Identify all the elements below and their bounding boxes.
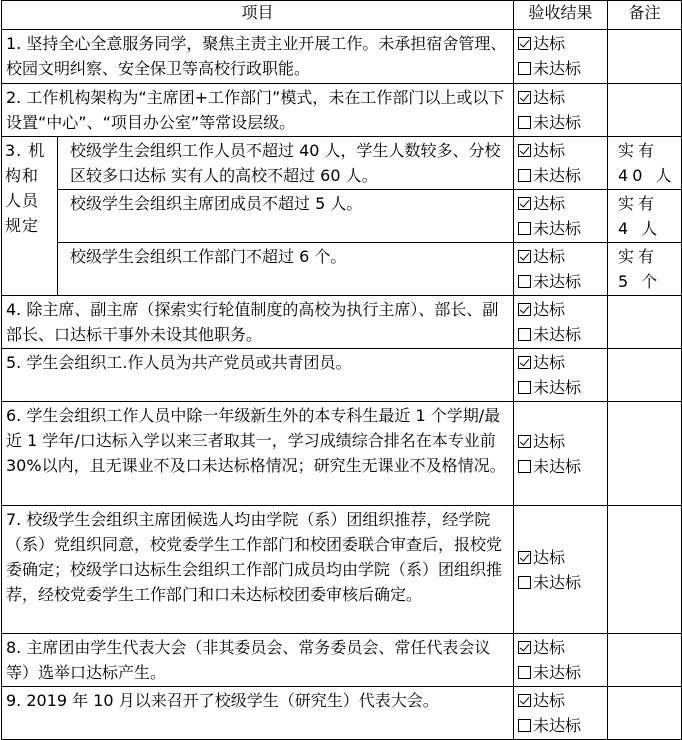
empty-checkbox-icon[interactable] xyxy=(518,169,531,182)
fail-option[interactable]: 未达标 xyxy=(518,269,603,294)
table-row xyxy=(2,506,682,634)
empty-checkbox-icon[interactable] xyxy=(518,116,531,129)
result-cell xyxy=(514,634,608,687)
group-label: 3. 机构和人员规定 xyxy=(2,137,58,296)
item-text: 校级学生会组织工作部门不超过 6 个。 xyxy=(58,243,514,296)
table-row xyxy=(2,634,682,687)
pass-option[interactable]: 达标 xyxy=(518,429,603,454)
empty-checkbox-icon[interactable] xyxy=(518,719,531,732)
checked-checkbox-icon[interactable] xyxy=(518,144,531,157)
result-cell xyxy=(514,190,608,243)
empty-checkbox-icon[interactable] xyxy=(518,576,531,589)
result-cell xyxy=(514,243,608,296)
empty-checkbox-icon[interactable] xyxy=(518,666,531,679)
table-row xyxy=(2,30,682,84)
fail-option[interactable]: 未达标 xyxy=(518,216,603,241)
result-cell xyxy=(514,296,608,349)
pass-option[interactable]: 达标 xyxy=(518,635,603,660)
fail-option[interactable]: 未达标 xyxy=(518,660,603,685)
empty-checkbox-icon[interactable] xyxy=(518,381,531,394)
item-text: 8. 主席团由学生代表大会（非其委员会、常务委员会、常任代表会议等）选举口达标产生。 xyxy=(2,634,514,687)
empty-checkbox-icon[interactable] xyxy=(518,222,531,235)
header-row xyxy=(2,1,682,30)
empty-checkbox-icon[interactable] xyxy=(518,460,531,473)
pass-option[interactable]: 达标 xyxy=(518,85,603,110)
table-row xyxy=(2,296,682,349)
result-cell xyxy=(514,349,608,402)
checked-checkbox-icon[interactable] xyxy=(518,250,531,263)
pass-option[interactable]: 达标 xyxy=(518,545,603,570)
note-cell: 实有 40 人 xyxy=(608,137,682,190)
table-row xyxy=(2,190,682,243)
checked-checkbox-icon[interactable] xyxy=(518,197,531,210)
checked-checkbox-icon[interactable] xyxy=(518,435,531,448)
note-cell xyxy=(608,402,682,506)
header-result: 验收结果 xyxy=(514,1,608,30)
item-text: 1. 坚持全心全意服务同学，聚焦主责主业开展工作。未承担宿舍管理、校园文明纠察、安全保卫等高校行政职能。 xyxy=(2,30,514,84)
note-cell xyxy=(608,349,682,402)
fail-option[interactable]: 未达标 xyxy=(518,163,603,188)
fail-option[interactable]: 未达标 xyxy=(518,570,603,595)
result-cell xyxy=(514,84,608,137)
item-text: 4. 除主席、副主席（探索实行轮值制度的高校为执行主席）、部长、副部长、口达标干事外未设其他职务。 xyxy=(2,296,514,349)
acceptance-table xyxy=(1,0,682,740)
fail-option[interactable]: 未达标 xyxy=(518,454,603,479)
fail-option[interactable]: 未达标 xyxy=(518,713,603,738)
note-cell xyxy=(608,84,682,137)
item-text: 5. 学生会组织工.作人员为共产党员或共青团员。 xyxy=(2,349,514,402)
result-cell xyxy=(514,137,608,190)
item-text: 校级学生会组织工作人员不超过 40 人，学生人数较多、分校区较多口达标 实有人的高校不超过 60 人。 xyxy=(58,137,514,190)
header-item: 项目 xyxy=(2,1,514,30)
table-row xyxy=(2,243,682,296)
checked-checkbox-icon[interactable] xyxy=(518,303,531,316)
result-cell xyxy=(514,30,608,84)
item-text: 校级学生会组织主席团成员不超过 5 人。 xyxy=(58,190,514,243)
header-note: 备注 xyxy=(608,1,682,30)
note-cell xyxy=(608,296,682,349)
pass-option[interactable]: 达标 xyxy=(518,688,603,713)
checked-checkbox-icon[interactable] xyxy=(518,694,531,707)
note-cell xyxy=(608,634,682,687)
note-cell xyxy=(608,506,682,634)
checked-checkbox-icon[interactable] xyxy=(518,356,531,369)
pass-option[interactable]: 达标 xyxy=(518,297,603,322)
table-row xyxy=(2,402,682,506)
result-cell xyxy=(514,402,608,506)
empty-checkbox-icon[interactable] xyxy=(518,328,531,341)
table-row xyxy=(2,687,682,740)
pass-option[interactable]: 达标 xyxy=(518,244,603,269)
fail-option[interactable]: 未达标 xyxy=(518,322,603,347)
pass-option[interactable]: 达标 xyxy=(518,191,603,216)
item-text: 6. 学生会组织工作人员中除一年级新生外的本专科生最近 1 个学期/最近 1 学年/口达标入学以来三者取其一，学习成绩综合排名在本专业前 30%以内，且无课业不及口未达标格情况；研究生无课业不及格情况。 xyxy=(2,402,514,506)
checked-checkbox-icon[interactable] xyxy=(518,551,531,564)
checked-checkbox-icon[interactable] xyxy=(518,91,531,104)
pass-option[interactable]: 达标 xyxy=(518,138,603,163)
pass-option[interactable]: 达标 xyxy=(518,350,603,375)
empty-checkbox-icon[interactable] xyxy=(518,275,531,288)
empty-checkbox-icon[interactable] xyxy=(518,62,531,75)
table-row xyxy=(2,137,682,190)
checked-checkbox-icon[interactable] xyxy=(518,641,531,654)
item-text: 9. 2019 年 10 月以来召开了校级学生（研究生）代表大会。 xyxy=(2,687,514,740)
table-row xyxy=(2,84,682,137)
item-text: 2. 工作机构架构为“主席团+工作部门”模式，未在工作部门以上或以下设置“中心”、“项目办公室”等常设层级。 xyxy=(2,84,514,137)
checked-checkbox-icon[interactable] xyxy=(518,37,531,50)
fail-option[interactable]: 未达标 xyxy=(518,56,603,81)
note-cell xyxy=(608,30,682,84)
pass-option[interactable]: 达标 xyxy=(518,31,603,56)
result-cell xyxy=(514,506,608,634)
note-cell xyxy=(608,687,682,740)
table-row xyxy=(2,349,682,402)
note-cell: 实有 5 个 xyxy=(608,243,682,296)
note-cell: 实有 4 人 xyxy=(608,190,682,243)
result-cell xyxy=(514,687,608,740)
fail-option[interactable]: 未达标 xyxy=(518,375,603,400)
item-text: 7. 校级学生会组织主席团候选人均由学院（系）团组织推荐，经学院（系）党组织同意，校党委学生工作部门和校团委联合审查后，报校党委确定；校级学口达标生会组织工作部门成员均由学院（系）团组织推荐，经校党委学生工作部门和口未达标校团委审核后确定。 xyxy=(2,506,514,634)
fail-option[interactable]: 未达标 xyxy=(518,110,603,135)
